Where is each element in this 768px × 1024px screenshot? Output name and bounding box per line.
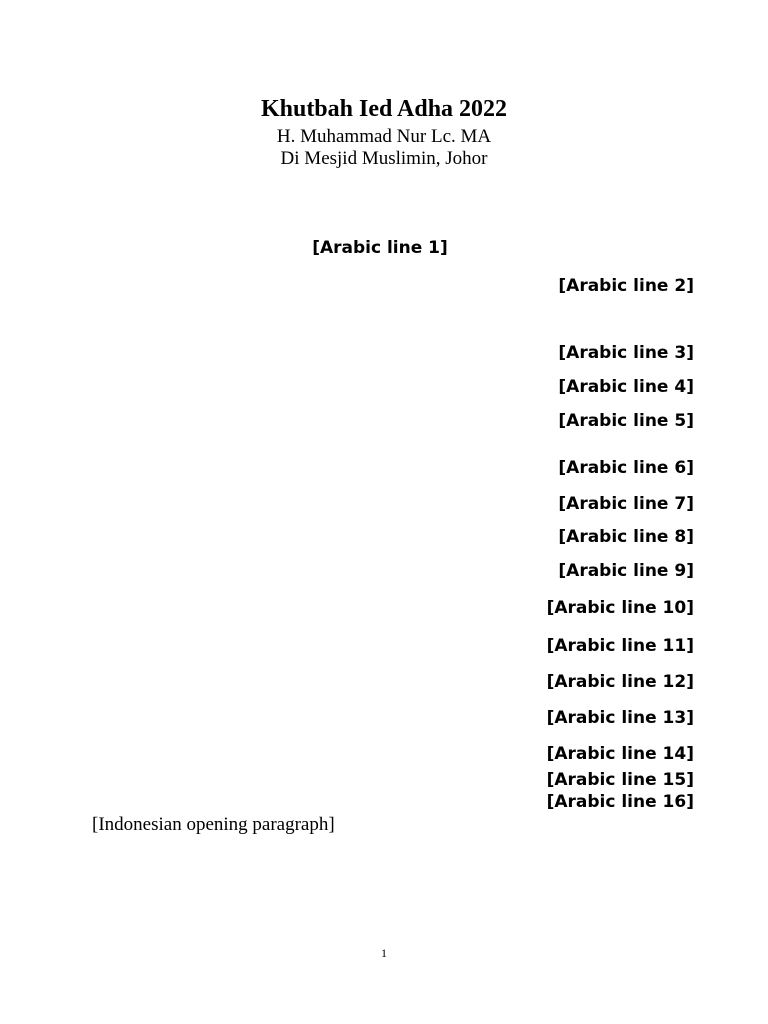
arabic-line: [Arabic line 15]	[546, 770, 694, 790]
arabic-line: [Arabic line 2]	[558, 276, 694, 296]
page-number: 1	[381, 946, 387, 960]
arabic-line: [Arabic line 7]	[558, 494, 694, 514]
opening-paragraph: [Indonesian opening paragraph]	[92, 814, 335, 835]
arabic-line: [Arabic line 5]	[558, 411, 694, 431]
arabic-line: [Arabic line 3]	[558, 343, 694, 363]
author-line: H. Muhammad Nur Lc. MA	[276, 126, 492, 147]
arabic-line: [Arabic line 1]	[312, 238, 448, 258]
arabic-line: [Arabic line 4]	[558, 377, 694, 397]
arabic-line: [Arabic line 16]	[546, 792, 694, 812]
arabic-line: [Arabic line 14]	[546, 744, 694, 764]
arabic-line: [Arabic line 11]	[546, 636, 694, 656]
arabic-line: [Arabic line 8]	[558, 527, 694, 547]
arabic-line: [Arabic line 9]	[558, 561, 694, 581]
document-title: Khutbah Ied Adha 2022	[260, 96, 508, 122]
document-header	[0, 92, 768, 170]
arabic-line: [Arabic line 6]	[558, 458, 694, 478]
arabic-line: [Arabic line 13]	[546, 708, 694, 728]
location-line: Di Mesjid Muslimin, Johor	[280, 148, 488, 169]
arabic-line: [Arabic line 12]	[546, 672, 694, 692]
arabic-line: [Arabic line 10]	[546, 598, 694, 618]
